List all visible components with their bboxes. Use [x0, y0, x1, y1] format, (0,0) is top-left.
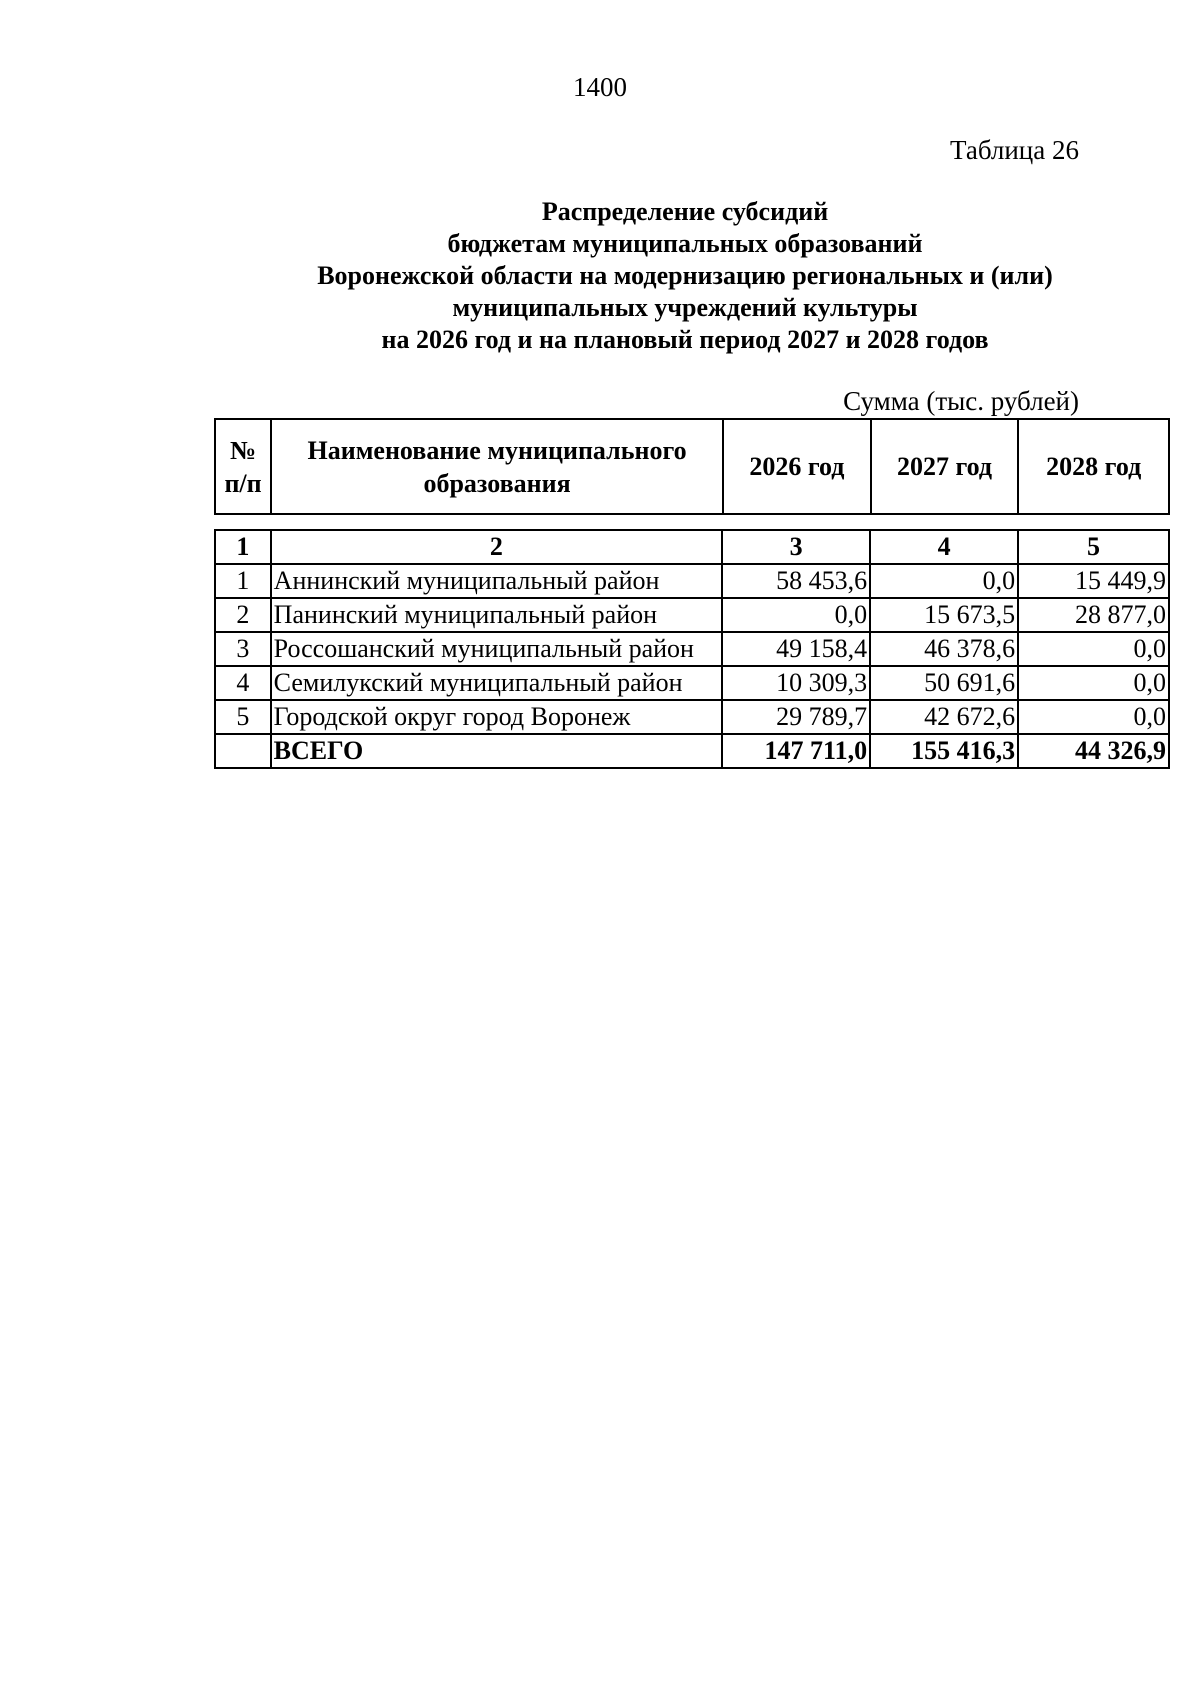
column-index: 5 [1018, 530, 1169, 564]
table-header [214, 418, 1170, 515]
row-num: 2 [215, 598, 271, 632]
row-2027: 50 691,6 [870, 666, 1018, 700]
row-name: Панинский муниципальный район [271, 598, 722, 632]
row-num: 4 [215, 666, 271, 700]
column-index: 2 [271, 530, 722, 564]
table-row [215, 632, 1169, 666]
row-2028: 28 877,0 [1018, 598, 1169, 632]
title-line: муниципальных учреждений культуры [452, 293, 918, 322]
total-num [215, 734, 271, 768]
header-num: № п/п [215, 419, 271, 514]
row-2028: 0,0 [1018, 666, 1169, 700]
column-index-row [215, 530, 1169, 564]
row-name: Россошанский муниципальный район [271, 632, 722, 666]
column-index: 3 [722, 530, 870, 564]
title-line: Распределение субсидий [541, 197, 829, 226]
header-name: Наименование муниципального образования [271, 419, 723, 514]
row-2026: 49 158,4 [722, 632, 870, 666]
row-name: Аннинский муниципальный район [271, 564, 722, 598]
table-row [215, 598, 1169, 632]
row-2026: 0,0 [722, 598, 870, 632]
data-table [214, 529, 1170, 769]
row-num: 1 [215, 564, 271, 598]
title-line: на 2026 год и на плановый период 2027 и 2028 годов [381, 325, 989, 354]
row-2028: 15 449,9 [1018, 564, 1169, 598]
column-index: 1 [215, 530, 271, 564]
header-2026: 2026 год [723, 419, 871, 514]
total-2027: 155 416,3 [870, 734, 1018, 768]
row-2028: 0,0 [1018, 700, 1169, 734]
row-2027: 0,0 [870, 564, 1018, 598]
total-label: ВСЕГО [271, 734, 722, 768]
row-num: 3 [215, 632, 271, 666]
header-2027: 2027 год [871, 419, 1019, 514]
row-2026: 10 309,3 [722, 666, 870, 700]
row-name: Городской округ город Воронеж [271, 700, 722, 734]
total-2028: 44 326,9 [1018, 734, 1169, 768]
row-num: 5 [215, 700, 271, 734]
table-row [215, 564, 1169, 598]
units-label: Сумма (тыс. рублей) [843, 386, 1079, 416]
header-2028: 2028 год [1018, 419, 1169, 514]
page-number: 1400 [573, 72, 627, 102]
column-index: 4 [870, 530, 1018, 564]
total-2026: 147 711,0 [722, 734, 870, 768]
row-name: Семилукский муниципальный район [271, 666, 722, 700]
table-row [215, 700, 1169, 734]
row-2026: 58 453,6 [722, 564, 870, 598]
table-label: Таблица 26 [950, 135, 1079, 165]
table-row [215, 666, 1169, 700]
row-2027: 42 672,6 [870, 700, 1018, 734]
total-row [215, 734, 1169, 768]
row-2027: 46 378,6 [870, 632, 1018, 666]
row-2027: 15 673,5 [870, 598, 1018, 632]
document-title [160, 196, 1200, 356]
row-2028: 0,0 [1018, 632, 1169, 666]
title-line: Воронежской области на модернизацию региональных и (или) [317, 261, 1053, 290]
header-row [215, 419, 1169, 514]
row-2026: 29 789,7 [722, 700, 870, 734]
title-line: бюджетам муниципальных образований [447, 229, 923, 258]
